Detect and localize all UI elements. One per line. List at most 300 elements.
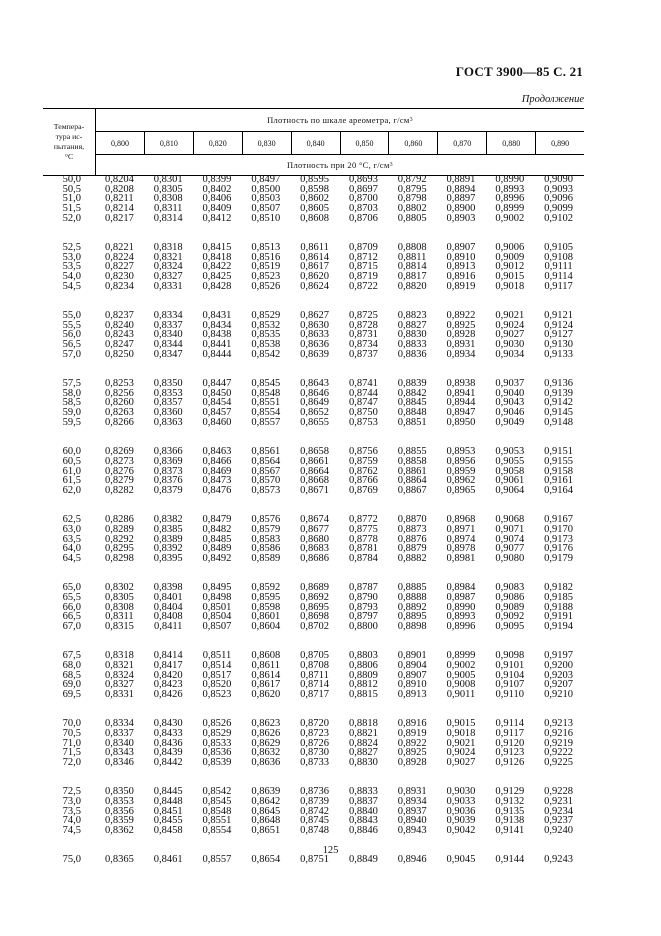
density-cell: 0,8415 bbox=[202, 242, 232, 254]
density-cell: 0,8318 bbox=[153, 242, 183, 254]
density-cell: 0,9024 bbox=[495, 319, 525, 331]
density-cell: 0,8712 bbox=[348, 251, 378, 263]
density-cell: 0,9098 bbox=[495, 650, 525, 662]
density-cell: 0,8630 bbox=[300, 319, 330, 331]
row-group bbox=[43, 583, 584, 631]
density-cell: 0,8224 bbox=[104, 251, 134, 263]
density-cell: 0,8298 bbox=[104, 552, 134, 564]
density-cell: 0,8428 bbox=[202, 280, 232, 292]
density-cell: 0,8305 bbox=[104, 591, 134, 603]
density-cell: 0,8990 bbox=[446, 601, 476, 613]
density-cell: 0,8263 bbox=[104, 407, 134, 419]
density-cell: 0,8851 bbox=[397, 416, 427, 428]
density-cell: 0,8507 bbox=[202, 620, 232, 632]
density-cell: 0,9040 bbox=[495, 387, 525, 399]
density-cell: 0,8837 bbox=[348, 795, 378, 807]
temperature-cell: 56,0 bbox=[62, 329, 81, 341]
density-cell: 0,8240 bbox=[104, 319, 134, 331]
density-cell: 0,8497 bbox=[251, 174, 281, 185]
density-cell: 0,8974 bbox=[446, 533, 476, 545]
density-cell: 0,8362 bbox=[104, 825, 134, 837]
density-cell: 0,8433 bbox=[153, 727, 183, 739]
density-cell: 0,8797 bbox=[348, 611, 378, 623]
row-group bbox=[43, 311, 584, 359]
density-cell: 0,8934 bbox=[446, 348, 476, 360]
density-cell: 0,8931 bbox=[397, 786, 427, 798]
row-group bbox=[43, 787, 584, 835]
temperature-cell: 67,5 bbox=[62, 650, 81, 662]
density-cell: 0,8385 bbox=[153, 523, 183, 535]
density-cell: 0,8557 bbox=[202, 854, 232, 866]
density-cell: 0,8956 bbox=[446, 455, 476, 467]
density-cell: 0,8611 bbox=[300, 242, 329, 254]
density-cell: 0,8401 bbox=[153, 591, 183, 603]
density-cell: 0,9200 bbox=[544, 659, 573, 671]
density-cell: 0,8250 bbox=[104, 348, 134, 360]
density-cell: 0,8904 bbox=[397, 659, 427, 671]
density-cell: 0,8750 bbox=[348, 407, 378, 419]
density-cell: 0,8709 bbox=[348, 242, 378, 254]
density-cell: 0,9127 bbox=[544, 329, 573, 341]
density-cell: 0,8898 bbox=[397, 620, 427, 632]
density-cell: 0,9188 bbox=[544, 601, 573, 613]
density-cell: 0,8592 bbox=[251, 582, 281, 594]
density-cell: 0,9024 bbox=[446, 747, 476, 759]
density-cell: 0,8344 bbox=[153, 339, 183, 351]
density-cell: 0,9161 bbox=[544, 475, 573, 487]
density-cell: 0,9216 bbox=[544, 727, 573, 739]
density-cell: 0,9002 bbox=[495, 212, 525, 224]
density-cell: 0,8919 bbox=[397, 727, 427, 739]
density-cell: 0,8820 bbox=[397, 280, 427, 292]
density-cell: 0,8870 bbox=[397, 514, 427, 526]
density-cell: 0,8833 bbox=[348, 786, 378, 798]
density-cell: 0,8830 bbox=[397, 329, 427, 341]
density-cell: 0,8734 bbox=[348, 339, 378, 351]
density-cell: 0,8230 bbox=[104, 271, 134, 283]
density-cell: 0,8373 bbox=[153, 465, 183, 477]
density-cell: 0,8604 bbox=[251, 620, 281, 632]
temperature-cell: 59,5 bbox=[62, 416, 81, 428]
table-row bbox=[43, 554, 584, 564]
density-cell: 0,8340 bbox=[153, 329, 183, 341]
density-cell: 0,9061 bbox=[495, 475, 525, 487]
density-cell: 0,9099 bbox=[544, 203, 573, 215]
density-cell: 0,9011 bbox=[446, 688, 476, 700]
temperature-cell: 57,0 bbox=[62, 348, 81, 360]
density-cell: 0,8840 bbox=[348, 805, 378, 817]
density-cell: 0,8959 bbox=[446, 465, 476, 477]
density-cell: 0,8408 bbox=[153, 611, 183, 623]
density-cell: 0,8458 bbox=[153, 825, 183, 837]
density-cell: 0,9135 bbox=[495, 805, 525, 817]
temperature-cell: 68,5 bbox=[62, 669, 81, 681]
density-cell: 0,8602 bbox=[300, 193, 330, 205]
density-cell: 0,9012 bbox=[495, 261, 525, 273]
density-at-20-label: Плотность при 20 °С, г/см bbox=[287, 160, 390, 170]
density-cell: 0,8922 bbox=[397, 737, 427, 749]
density-cell: 0,8728 bbox=[348, 319, 378, 331]
density-cell: 0,8858 bbox=[397, 455, 427, 467]
density-cell: 0,8705 bbox=[300, 650, 330, 662]
density-cell: 0,8523 bbox=[202, 688, 232, 700]
density-cell: 0,8234 bbox=[104, 280, 134, 292]
density-cell: 0,8692 bbox=[300, 591, 330, 603]
table-row bbox=[43, 214, 584, 224]
density-cell: 0,8968 bbox=[446, 514, 476, 526]
density-cell: 0,8409 bbox=[202, 203, 232, 215]
density-cell: 0,9237 bbox=[544, 815, 573, 827]
temperature-cell: 63,5 bbox=[62, 533, 81, 545]
density-cell: 0,9009 bbox=[495, 251, 525, 263]
temperature-cell: 68,0 bbox=[62, 659, 81, 671]
density-cell: 0,8460 bbox=[202, 416, 232, 428]
density-cell: 0,8554 bbox=[251, 407, 281, 419]
density-cell: 0,8208 bbox=[104, 183, 134, 195]
temperature-cell: 67,0 bbox=[62, 620, 81, 632]
density-cell: 0,9179 bbox=[544, 552, 573, 564]
density-cell: 0,8805 bbox=[397, 212, 427, 224]
density-cell: 0,8444 bbox=[202, 348, 232, 360]
density-column-header: 0,870 bbox=[437, 132, 486, 154]
temperature-cell: 72,0 bbox=[62, 757, 81, 768]
density-cell: 0,8800 bbox=[348, 620, 378, 632]
row-group bbox=[43, 651, 584, 699]
density-cell: 0,8365 bbox=[104, 854, 134, 866]
density-cell: 0,9197 bbox=[544, 650, 573, 662]
density-cell: 0,9027 bbox=[495, 329, 525, 341]
temperature-cell: 65,5 bbox=[62, 591, 81, 603]
density-cell: 0,9136 bbox=[544, 378, 573, 390]
density-cell: 0,8324 bbox=[153, 261, 183, 273]
temperature-cell: 60,5 bbox=[62, 455, 81, 467]
density-column-header: 0,880 bbox=[486, 132, 535, 154]
density-cell: 0,8855 bbox=[397, 446, 427, 458]
density-cell: 0,8731 bbox=[348, 329, 378, 341]
density-cell: 0,8479 bbox=[202, 514, 232, 526]
density-cell: 0,8913 bbox=[446, 261, 476, 273]
density-cell: 0,8833 bbox=[397, 339, 427, 351]
density-cell: 0,8775 bbox=[348, 523, 378, 535]
density-cell: 0,9114 bbox=[495, 718, 525, 730]
density-cell: 0,8269 bbox=[104, 446, 134, 458]
density-cell: 0,9191 bbox=[544, 611, 573, 623]
density-cell: 0,8894 bbox=[446, 183, 476, 195]
density-cell: 0,9005 bbox=[446, 669, 476, 681]
temperature-cell: 58,5 bbox=[62, 397, 81, 409]
temperature-cell: 54,0 bbox=[62, 271, 81, 283]
density-cell: 0,8337 bbox=[153, 319, 183, 331]
density-cell: 0,8652 bbox=[300, 407, 330, 419]
density-column-header: 0,830 bbox=[242, 132, 291, 154]
density-cell: 0,8798 bbox=[397, 193, 427, 205]
density-cell: 0,8276 bbox=[104, 465, 134, 477]
density-cell: 0,8940 bbox=[397, 815, 427, 827]
density-cell: 0,9194 bbox=[544, 620, 573, 632]
density-cell: 0,8395 bbox=[153, 552, 183, 564]
density-cell: 0,8426 bbox=[153, 688, 183, 700]
density-cell: 0,9129 bbox=[495, 786, 525, 798]
density-cell: 0,8473 bbox=[202, 475, 232, 487]
density-cell: 0,9071 bbox=[495, 523, 525, 535]
density-cell: 0,8514 bbox=[202, 659, 232, 671]
temp-header-line: °С bbox=[64, 152, 74, 161]
density-cell: 0,8520 bbox=[202, 679, 232, 691]
density-cell: 0,8347 bbox=[153, 348, 183, 360]
density-cell: 0,8823 bbox=[397, 310, 427, 322]
temperature-cell: 66,5 bbox=[62, 611, 81, 623]
density-cell: 0,9074 bbox=[495, 533, 525, 545]
density-cell: 0,8903 bbox=[446, 212, 476, 224]
density-cell: 0,9006 bbox=[495, 242, 525, 254]
density-cell: 0,8925 bbox=[446, 319, 476, 331]
density-cell: 0,8649 bbox=[300, 397, 330, 409]
density-cell: 0,8548 bbox=[251, 387, 281, 399]
density-cell: 0,9123 bbox=[495, 747, 525, 759]
density-cell: 0,8703 bbox=[348, 203, 378, 215]
density-cell: 0,8402 bbox=[202, 183, 232, 195]
density-cell: 0,9092 bbox=[495, 611, 525, 623]
density-cell: 0,8455 bbox=[153, 815, 183, 827]
density-cell: 0,8818 bbox=[348, 718, 378, 730]
density-cell: 0,8812 bbox=[348, 679, 378, 691]
density-cell: 0,8943 bbox=[397, 825, 427, 837]
density-cell: 0,9030 bbox=[446, 786, 476, 798]
density-cell: 0,8308 bbox=[104, 601, 134, 613]
density-cell: 0,8636 bbox=[300, 339, 330, 351]
unit-power: 3 bbox=[409, 117, 413, 123]
density-cell: 0,8503 bbox=[251, 193, 281, 205]
density-cell: 0,8950 bbox=[446, 416, 476, 428]
density-cell: 0,8766 bbox=[348, 475, 378, 487]
density-cell: 0,8931 bbox=[446, 339, 476, 351]
density-cell: 0,8504 bbox=[202, 611, 232, 623]
density-cell: 0,9036 bbox=[446, 805, 476, 817]
density-cell: 0,8533 bbox=[202, 737, 232, 749]
density-cell: 0,9039 bbox=[446, 815, 476, 827]
density-cell: 0,8946 bbox=[397, 854, 427, 866]
density-cell: 0,8787 bbox=[348, 582, 378, 594]
density-cell: 0,9210 bbox=[544, 688, 573, 700]
density-cell: 0,8993 bbox=[446, 611, 476, 623]
density-cell: 0,9124 bbox=[544, 319, 573, 331]
density-cell: 0,8327 bbox=[104, 679, 134, 691]
density-cell: 0,8500 bbox=[251, 183, 281, 195]
density-cell: 0,8614 bbox=[251, 669, 281, 681]
density-cell: 0,8366 bbox=[153, 446, 183, 458]
density-cell: 0,8639 bbox=[300, 348, 330, 360]
density-cell: 0,8668 bbox=[300, 475, 330, 487]
temperature-cell: 73,0 bbox=[62, 795, 81, 807]
density-cell: 0,8420 bbox=[153, 669, 183, 681]
density-cell: 0,8827 bbox=[397, 319, 427, 331]
density-cell: 0,9114 bbox=[544, 271, 573, 283]
density-cell: 0,8357 bbox=[153, 397, 183, 409]
density-cell: 0,8321 bbox=[153, 251, 183, 263]
density-cell: 0,8642 bbox=[251, 795, 281, 807]
density-cell: 0,8645 bbox=[251, 805, 281, 817]
density-cell: 0,9086 bbox=[495, 591, 525, 603]
temperature-cell: 52,5 bbox=[62, 242, 81, 254]
density-cell: 0,8554 bbox=[202, 825, 232, 837]
temperature-cell: 72,5 bbox=[62, 786, 81, 798]
density-cell: 0,8680 bbox=[300, 533, 330, 545]
density-cell: 0,8529 bbox=[251, 310, 281, 322]
density-cell: 0,8781 bbox=[348, 543, 378, 555]
table-header bbox=[43, 108, 584, 176]
density-cell: 0,8821 bbox=[348, 727, 378, 739]
temperature-cell: 54,5 bbox=[62, 280, 81, 292]
density-cell: 0,8485 bbox=[202, 533, 232, 545]
density-cell: 0,9002 bbox=[446, 659, 476, 671]
density-cell: 0,8632 bbox=[251, 747, 281, 759]
density-cell: 0,9182 bbox=[544, 582, 573, 594]
temp-header-line: тура ис- bbox=[55, 132, 83, 141]
density-cell: 0,8901 bbox=[397, 650, 427, 662]
density-cell: 0,8674 bbox=[300, 514, 330, 526]
temperature-cell: 53,0 bbox=[62, 251, 81, 263]
row-group bbox=[43, 379, 584, 427]
density-cell: 0,8737 bbox=[348, 348, 378, 360]
density-cell: 0,8736 bbox=[300, 786, 330, 798]
density-cell: 0,8356 bbox=[104, 805, 134, 817]
scale-density-label: Плотность по шкале ареометра, г/см bbox=[267, 115, 410, 125]
density-cell: 0,8947 bbox=[446, 407, 476, 419]
temperature-cell: 64,0 bbox=[62, 543, 81, 555]
density-cell: 0,8722 bbox=[348, 280, 378, 292]
density-cell: 0,8941 bbox=[446, 387, 476, 399]
density-cell: 0,8698 bbox=[300, 611, 330, 623]
temperature-cell: 56,5 bbox=[62, 339, 81, 351]
density-cell: 0,8324 bbox=[104, 669, 134, 681]
density-cell: 0,8811 bbox=[397, 251, 427, 263]
density-cell: 0,8538 bbox=[251, 339, 281, 351]
density-cell: 0,8648 bbox=[251, 815, 281, 827]
density-cell: 0,8411 bbox=[153, 620, 183, 632]
density-cell: 0,8279 bbox=[104, 475, 134, 487]
density-cell: 0,8214 bbox=[104, 203, 134, 215]
density-cell: 0,8689 bbox=[300, 582, 330, 594]
density-cell: 0,9138 bbox=[495, 815, 525, 827]
density-cell: 0,8311 bbox=[105, 611, 134, 623]
temperature-cell: 71,0 bbox=[62, 737, 81, 749]
density-cell: 0,8627 bbox=[300, 310, 330, 322]
temperature-cell: 70,5 bbox=[62, 727, 81, 739]
density-cell: 0,8702 bbox=[300, 620, 330, 632]
density-cell: 0,8756 bbox=[348, 446, 378, 458]
density-cell: 0,9203 bbox=[544, 669, 573, 681]
density-cell: 0,8564 bbox=[251, 455, 281, 467]
density-cell: 0,8633 bbox=[300, 329, 330, 341]
density-cell: 0,8608 bbox=[251, 650, 281, 662]
density-cell: 0,8579 bbox=[251, 523, 281, 535]
density-cell: 0,8412 bbox=[202, 212, 232, 224]
density-cell: 0,8331 bbox=[153, 280, 183, 292]
density-cell: 0,8359 bbox=[104, 815, 134, 827]
density-cell: 0,8846 bbox=[348, 825, 378, 837]
temperature-cell: 53,5 bbox=[62, 261, 81, 273]
density-columns-row bbox=[96, 132, 584, 155]
density-cell: 0,8542 bbox=[251, 348, 281, 360]
density-cell: 0,8916 bbox=[397, 718, 427, 730]
table-row bbox=[43, 855, 584, 865]
density-cell: 0,9141 bbox=[495, 825, 525, 837]
density-cell: 0,8340 bbox=[104, 737, 134, 749]
density-cell: 0,8382 bbox=[153, 514, 183, 526]
density-cell: 0,8601 bbox=[251, 611, 281, 623]
density-cell: 0,8739 bbox=[300, 795, 330, 807]
density-cell: 0,9008 bbox=[446, 679, 476, 691]
density-cell: 0,8425 bbox=[202, 271, 232, 283]
density-cell: 0,8247 bbox=[104, 339, 134, 351]
density-cell: 0,9090 bbox=[544, 174, 573, 185]
density-cell: 0,8430 bbox=[153, 718, 183, 730]
density-cell: 0,9213 bbox=[544, 718, 573, 730]
density-cell: 0,8513 bbox=[251, 242, 281, 254]
density-cell: 0,9058 bbox=[495, 465, 525, 477]
density-cell: 0,8916 bbox=[446, 271, 476, 283]
density-cell: 0,8532 bbox=[251, 319, 281, 331]
temperature-cell: 52,0 bbox=[62, 212, 81, 224]
density-cell: 0,8725 bbox=[348, 310, 378, 322]
density-cell: 0,9021 bbox=[495, 310, 525, 322]
density-cell: 0,9144 bbox=[495, 854, 525, 866]
density-cell: 0,8286 bbox=[104, 514, 134, 526]
density-cell: 0,8334 bbox=[104, 718, 134, 730]
density-cell: 0,8907 bbox=[397, 669, 427, 681]
density-cell: 0,9033 bbox=[446, 795, 476, 807]
density-cell: 0,8934 bbox=[397, 795, 427, 807]
density-cell: 0,8876 bbox=[397, 533, 427, 545]
density-cell: 0,8827 bbox=[348, 747, 378, 759]
density-cell: 0,8595 bbox=[300, 174, 330, 185]
density-cell: 0,9064 bbox=[495, 484, 525, 496]
density-cell: 0,8772 bbox=[348, 514, 378, 526]
temperature-cell: 58,0 bbox=[62, 387, 81, 399]
density-cell: 0,8971 bbox=[446, 523, 476, 535]
density-cell: 0,8953 bbox=[446, 446, 476, 458]
density-cell: 0,9030 bbox=[495, 339, 525, 351]
density-cell: 0,8489 bbox=[202, 543, 232, 555]
density-cell: 0,8885 bbox=[397, 582, 427, 594]
density-cell: 0,9121 bbox=[544, 310, 573, 322]
density-cell: 0,8343 bbox=[104, 747, 134, 759]
density-cell: 0,8404 bbox=[153, 601, 183, 613]
density-cell: 0,8802 bbox=[397, 203, 427, 215]
temp-header-line: пытания, bbox=[53, 142, 85, 151]
density-cell: 0,9027 bbox=[446, 757, 476, 768]
temperature-cell: 63,0 bbox=[62, 523, 81, 535]
density-cell: 0,8620 bbox=[300, 271, 330, 283]
density-cell: 0,8910 bbox=[446, 251, 476, 263]
density-cell: 0,8447 bbox=[202, 378, 232, 390]
density-cell: 0,8928 bbox=[446, 329, 476, 341]
density-cell: 0,9148 bbox=[544, 416, 573, 428]
density-cell: 0,8817 bbox=[397, 271, 427, 283]
temp-header-line: Темпера- bbox=[53, 122, 85, 131]
density-cell: 0,8793 bbox=[348, 601, 378, 613]
density-cell: 0,8511 bbox=[202, 650, 232, 662]
density-cell: 0,9077 bbox=[495, 543, 525, 555]
density-cell: 0,8217 bbox=[104, 212, 134, 224]
row-group bbox=[43, 719, 584, 767]
density-cell: 0,8671 bbox=[300, 484, 330, 496]
temperature-cell: 50,0 bbox=[62, 174, 81, 185]
density-cell: 0,8655 bbox=[300, 416, 330, 428]
density-cell: 0,8289 bbox=[104, 523, 134, 535]
density-cell: 0,8389 bbox=[153, 533, 183, 545]
density-cell: 0,8350 bbox=[104, 786, 134, 798]
